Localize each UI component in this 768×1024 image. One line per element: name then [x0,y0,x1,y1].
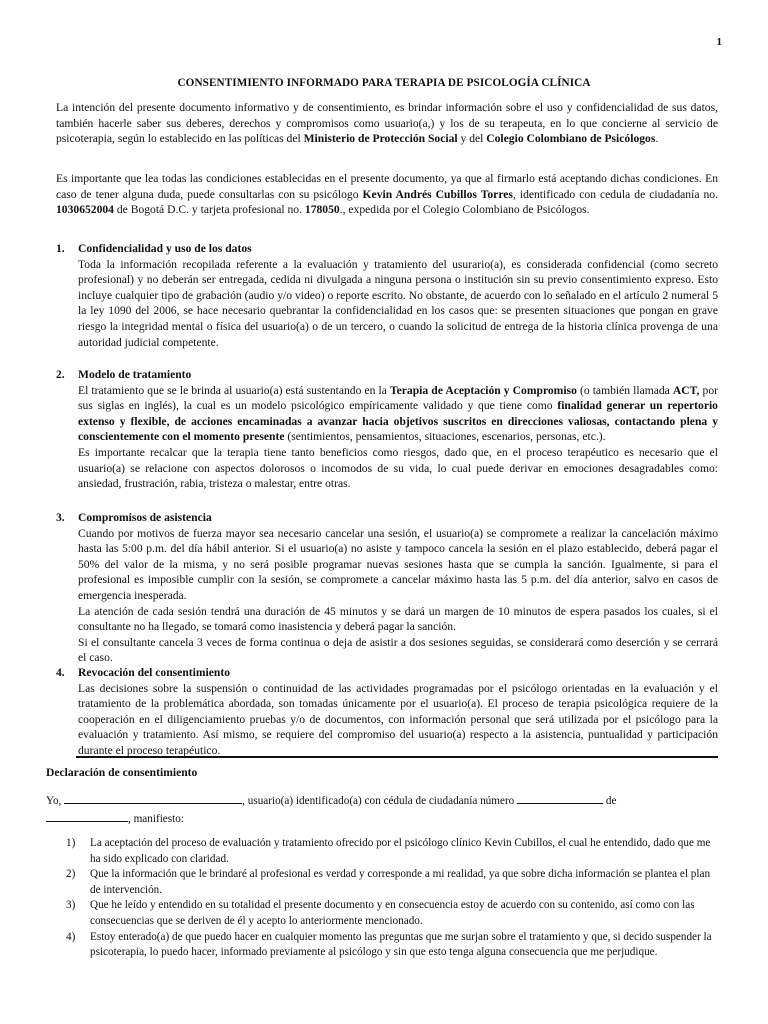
declaration-list [66,836,718,961]
list-item: 2) Que la información que le brindaré al profesional es verdad y corresponde a mi realidad, ya que sobre dicha información se plantea el plan de intervención. [66,868,711,896]
section-body-2: Es importante recalcar que la terapia tiene tanto beneficios como riesgos, dado que, en el proceso terapéutico es necesario que el usuario(a) se relacione con aspectos dolorosos o incomodos de su vida, lo cual puede derivar en emociones desagradables como: ansiedad, frustración, rabia, tristeza o malestar, entre otras. [78,445,718,491]
psychologist-name: Kevin Andrés Cubillos Torres [362,187,513,201]
list-item: 3) Que he leído y entendido en su totalidad el presente documento y en consecuencia estoy de acuerdo con su contenido, así como con las consecuencias que se deriven de él y acepto lo anteriormente mencionado. [66,899,695,927]
section-revocation [56,665,718,759]
section-heading: Modelo de tratamiento [78,368,192,381]
declaration-statement: Yo, , usuario(a) identificado(a) con cédula de ciudadanía número de , manifiesto: [46,792,718,828]
intro-paragraph: La intención del presente documento informativo y de consentimiento, es brindar información sobre el uso y confidencialidad de sus datos, también hacerle saber sus deberes, derechos y compromisos como usuario(a,) y los de su terapeuta, en lo que concierne al servicio de psicoterapia, según lo establecido en las políticas del Ministerio de Protección Social y del Colegio Colombiano de Psicólogos. [56,101,718,146]
college-name: Colegio Colombiano de Psicólogos [486,132,656,146]
section-number: 1. [56,242,65,255]
license-number: 178050 [304,203,340,217]
section-body-2: La atención de cada sesión tendrá una duración de 45 minutos y se dará un margen de 10 minutos de espera pasados los cuales, si el consultante no ha llegado, se tomará como inasistencia y deberá pagar la sanción. [78,604,718,634]
id-number-field[interactable] [517,792,603,804]
section-confidentiality [56,241,718,350]
page-number: 1 [716,36,722,48]
id-number: 1030652004 [56,203,114,217]
list-item: 4) Estoy enterado(a) de que puedo hacer en cualquier momento las preguntas que me surjan sobre el tratamiento y que, si decido suspender la psicoterapia, lo puedo hacer, informado previamente al psicólogo y sin que esto tenga alguna consecuencia que me perjudique. [66,930,712,959]
declaration-heading: Declaración de consentimiento [46,766,198,779]
section-body: Cuando por motivos de fuerza mayor sea necesario cancelar una sesión, el usuario(a) se compromete a realizar la cancelación máximo hasta las 5:00 p.m. del día hábil anterior. Si el usuario(a) no asiste y tampoco cancela la sesión en el plazo establecido, deberá pagar el 50% del valor de la misma, y no será posible programar nuevas sesiones hasta que se cumpla la sanción. Igualmente, si para el profesional es imposible cumplir con la sesión, se compromete a cancelar máximo hasta las 5 p.m. del día anterior, salvo en casos de emergencia inesperada. [78,526,718,602]
conditions-paragraph: Es importante que lea todas las condiciones establecidas en el presente documento, ya que al firmarlo está aceptando dichas condiciones. En caso de tener alguna duda, puede consultarlas con su psicólogo Kevin Andrés Cubillos Torres, identificado con cedula de ciudadanía no. 1030652004 de Bogotá D.C. y tarjeta profesional no. 178050., expedida por el Colegio Colombiano de Psicólogos. [56,172,718,217]
section-treatment-model [56,367,718,492]
section-number: 3. [56,511,65,524]
city-field[interactable] [46,810,128,822]
section-body: Toda la información recopilada referente a la evaluación y tratamiento del usurario(a), es considerada confidencial (como secreto profesional) y no deberán ser entregada, cedida ni divulgada a ninguna persona o institución sin su previo consentimiento expreso. Esto incluye cualquier tipo de grabación (audio y/o video) o reporte escrito. No obstante, de acuerdo con lo señalado en el artículo 2 numeral 5 la ley 1090 del 2006, se hace necesario quebrantar la confidencialidad en los casos que: se presenten situaciones que pongan en grave riesgo la integridad mental o física del usuario(a) o de un tercero, o cuando la solicitud de entrega de la historia clínica provenga de una autoridad judicial competente. [78,257,718,349]
section-heading: Revocación del consentimiento [78,666,230,679]
name-field[interactable] [64,792,242,804]
section-heading: Compromisos de asistencia [78,511,212,524]
section-body: El tratamiento que se le brinda al usuario(a) está sustentando en la Terapia de Aceptación y Compromiso (o también llamada ACT, por sus siglas en inglés), la cual es un modelo psicológico empíricamente validado y que tiene como finalidad generar un repertorio extenso y flexible, de acciones encaminadas a avanzar hacia objetivos suscritos en direcciones valiosas, contactando plena y conscientemente con el momento presente (sentimientos, pensamientos, situaciones, escenarios, personas, etc.). [78,383,718,444]
section-body-3: Si el consultante cancela 3 veces de forma continua o deja de asistir a dos sesiones seguidas, se considerará como deserción y se cerrará el caso. [78,635,718,665]
ministry-name: Ministerio de Protección Social [303,132,458,146]
divider-line [76,756,718,758]
section-number: 4. [56,666,65,679]
list-item: 1) La aceptación del proceso de evaluación y tratamiento ofrecido por el psicólogo clínico Kevin Cubillos, el cual he entendido, dado que me ha sido explicado con claridad. [66,837,711,865]
section-attendance [56,510,718,666]
section-number: 2. [56,368,65,381]
document-title: CONSENTIMIENTO INFORMADO PARA TERAPIA DE PSICOLOGÍA CLÍNICA [177,77,591,89]
section-heading: Confidencialidad y uso de los datos [78,242,252,255]
section-body: Las decisiones sobre la suspensión o continuidad de las actividades programadas por el psicólogo orientadas en la evaluación y el tratamiento de la problemática abordada, son tomadas únicamente por el usuario(a). El proceso de terapia psicológica requiere de la cooperación en el diligenciamiento pruebas y/o de documentos, con información personal que será utilizada por el psicólogo para la evaluación y tratamiento. Así mismo, se requiere del compromiso del usuario(a) respecto a la asistencia, puntualidad y participación durante el proceso terapéutico. [78,681,718,757]
